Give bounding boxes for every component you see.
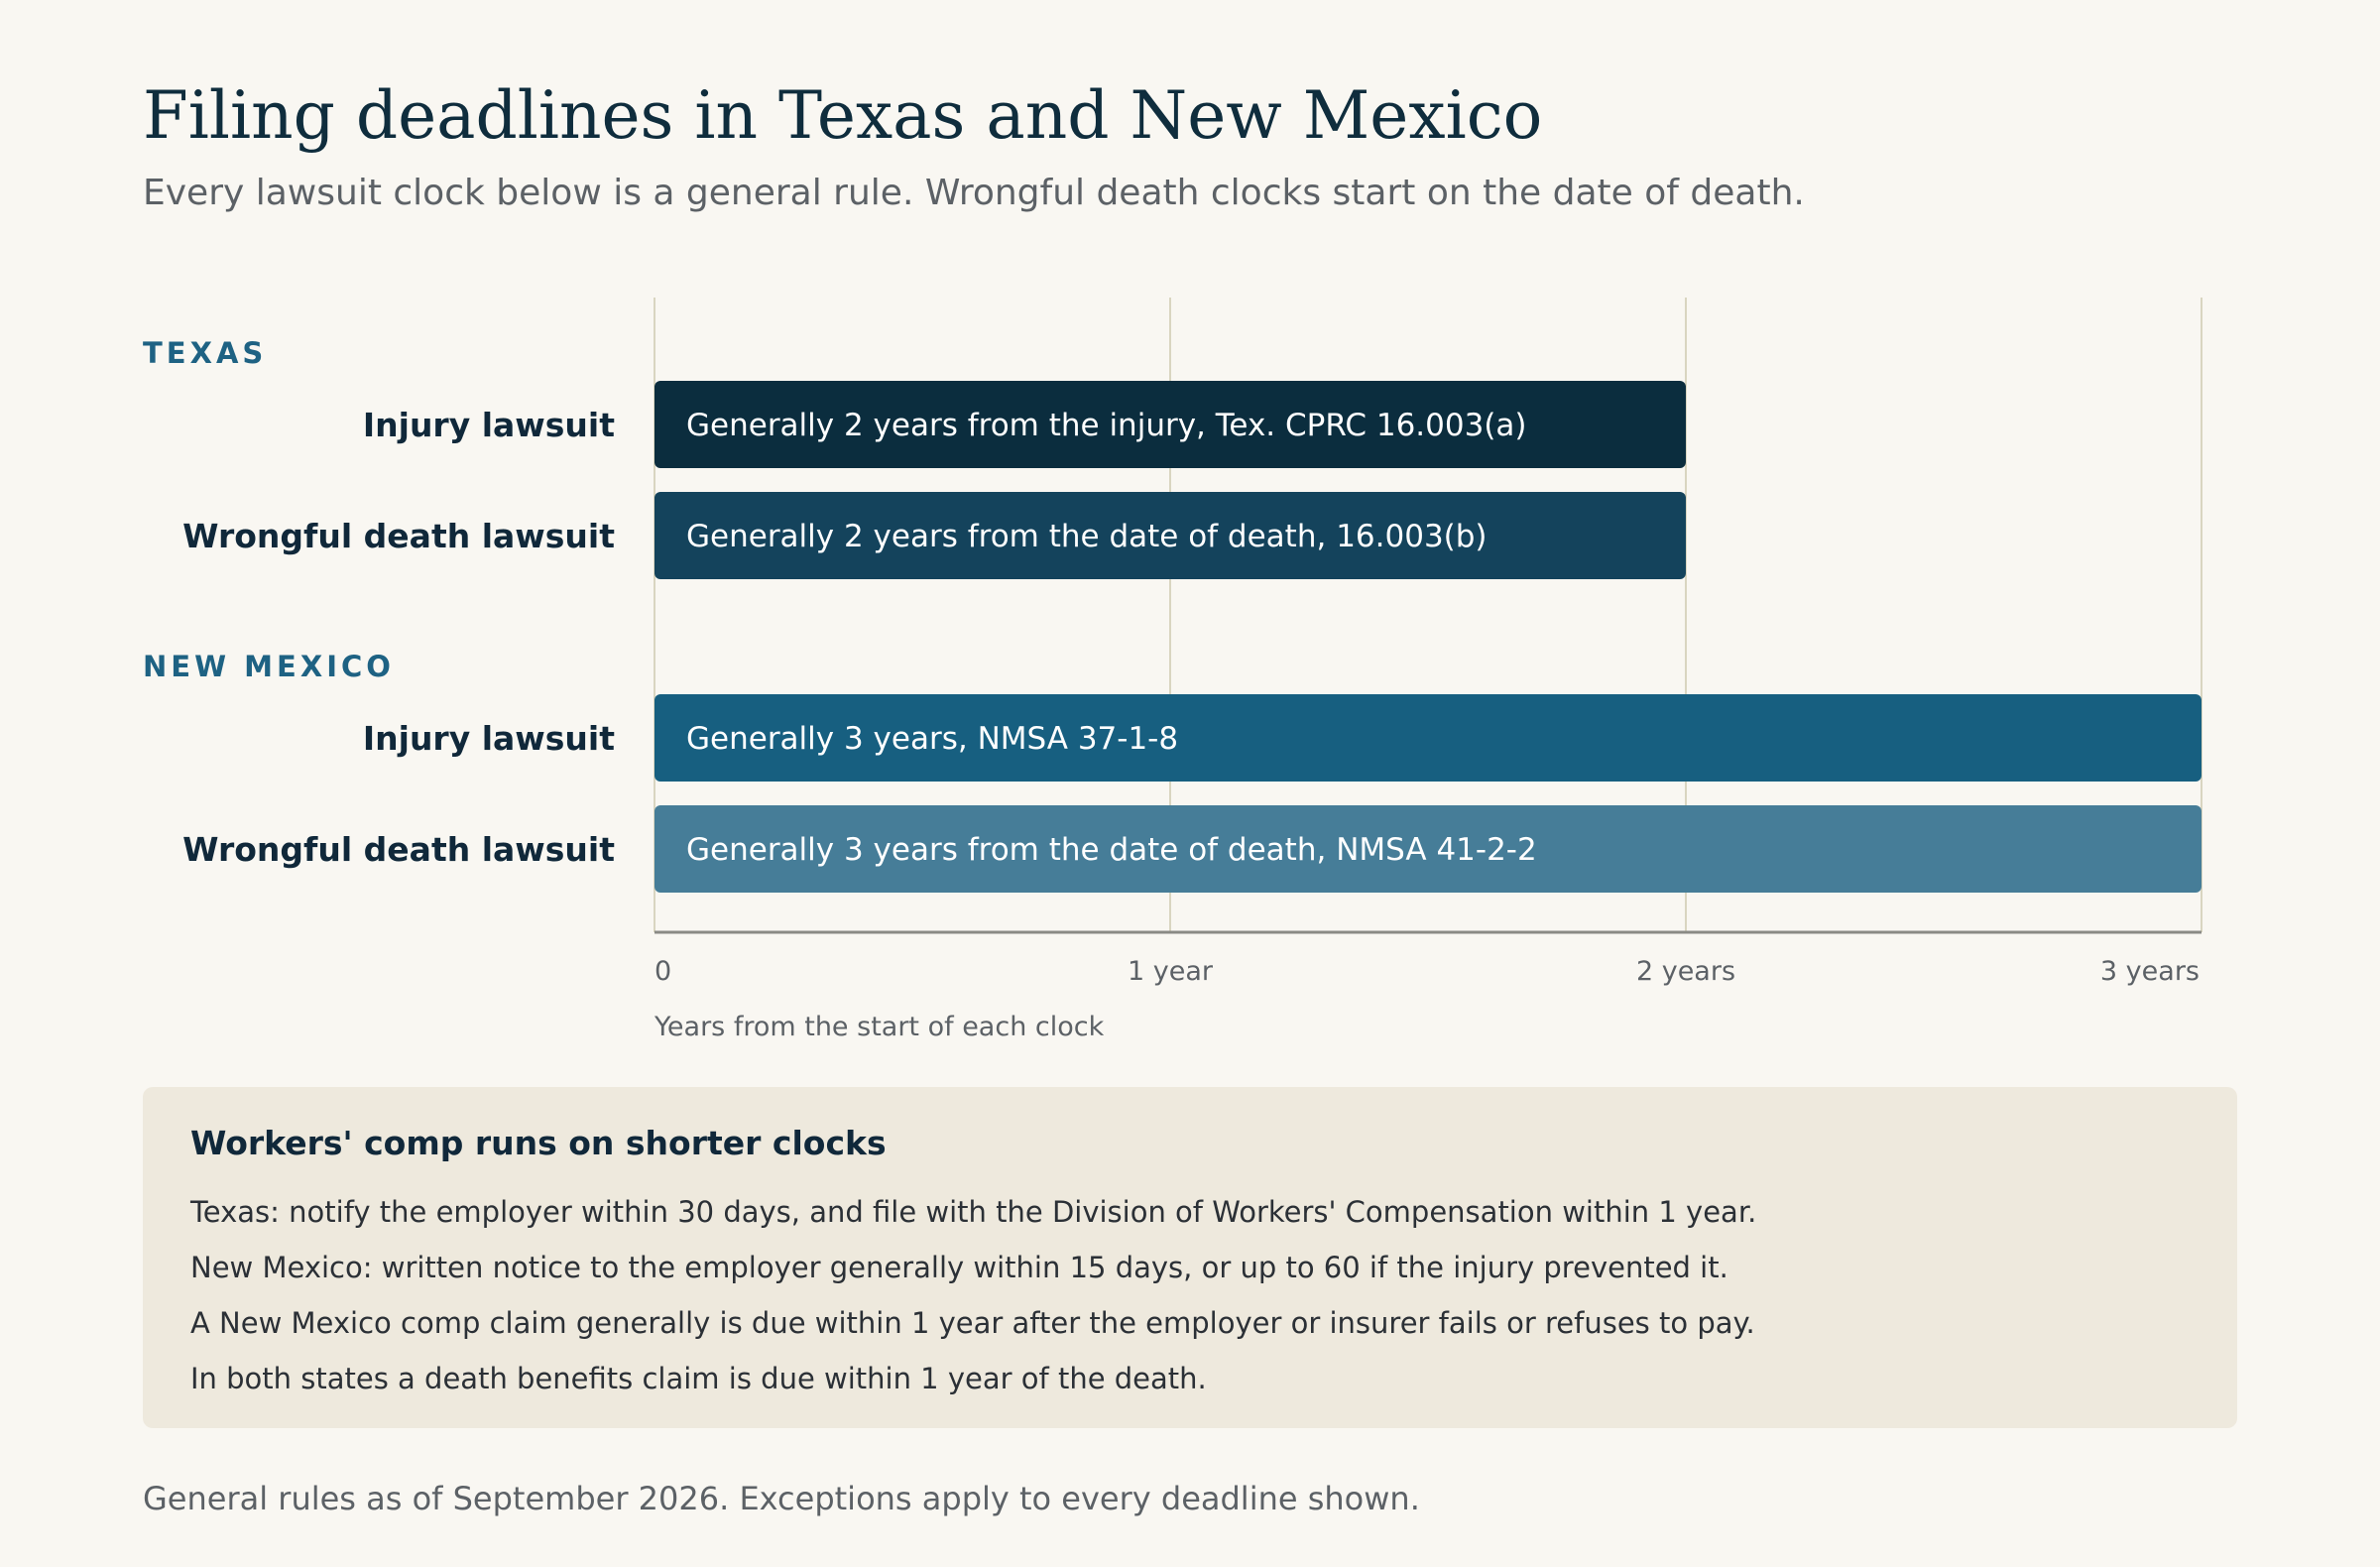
- page-title: Filing deadlines in Texas and New Mexico: [143, 77, 1543, 154]
- bar-label: Generally 2 years from the injury, Tex. CPRC 16.003(a): [686, 408, 1527, 443]
- bar-label: Generally 3 years from the date of death, NMSA 41-2-2: [686, 832, 1537, 868]
- bar-label: Generally 2 years from the date of death, 16.003(b): [686, 519, 1488, 554]
- footnote: General rules as of September 2026. Exceptions apply to every deadline shown.: [143, 1480, 1420, 1517]
- tick-label: 0: [654, 956, 672, 987]
- note-line: Texas: notify the employer within 30 days, and file with the Division of Workers' Compensation within 1 year.: [190, 1195, 1757, 1229]
- bar-label: Generally 3 years, NMSA 37-1-8: [686, 721, 1179, 757]
- state-heading: NEW MEXICO: [143, 650, 395, 683]
- row-label: Wrongful death lawsuit: [182, 830, 615, 869]
- tick-label: 3 years: [2099, 956, 2200, 987]
- note-line: New Mexico: written notice to the employer generally within 15 days, or up to 60 if the injury prevented it.: [190, 1251, 1728, 1284]
- row-label: Injury lawsuit: [362, 406, 615, 444]
- tick-label: 2 years: [1635, 956, 1736, 987]
- workers-comp-note: [143, 1087, 2237, 1428]
- note-title: Workers' comp runs on shorter clocks: [190, 1124, 887, 1162]
- row-label: Wrongful death lawsuit: [182, 517, 615, 555]
- tick-label: 1 year: [1128, 956, 1213, 987]
- page-subtitle: Every lawsuit clock below is a general rule. Wrongful death clocks start on the date of death.: [143, 173, 1805, 213]
- note-line: In both states a death benefits claim is due within 1 year of the death.: [190, 1362, 1207, 1395]
- x-axis: [654, 932, 2202, 1042]
- deadline-bar-chart: [0, 288, 2380, 1061]
- x-axis-title: Years from the start of each clock: [654, 1012, 1105, 1042]
- state-heading: TEXAS: [143, 336, 268, 370]
- note-line: A New Mexico comp claim generally is due within 1 year after the employer or insurer fails or refuses to pay.: [190, 1306, 1755, 1340]
- bars: [143, 336, 2202, 893]
- row-label: Injury lawsuit: [362, 719, 615, 758]
